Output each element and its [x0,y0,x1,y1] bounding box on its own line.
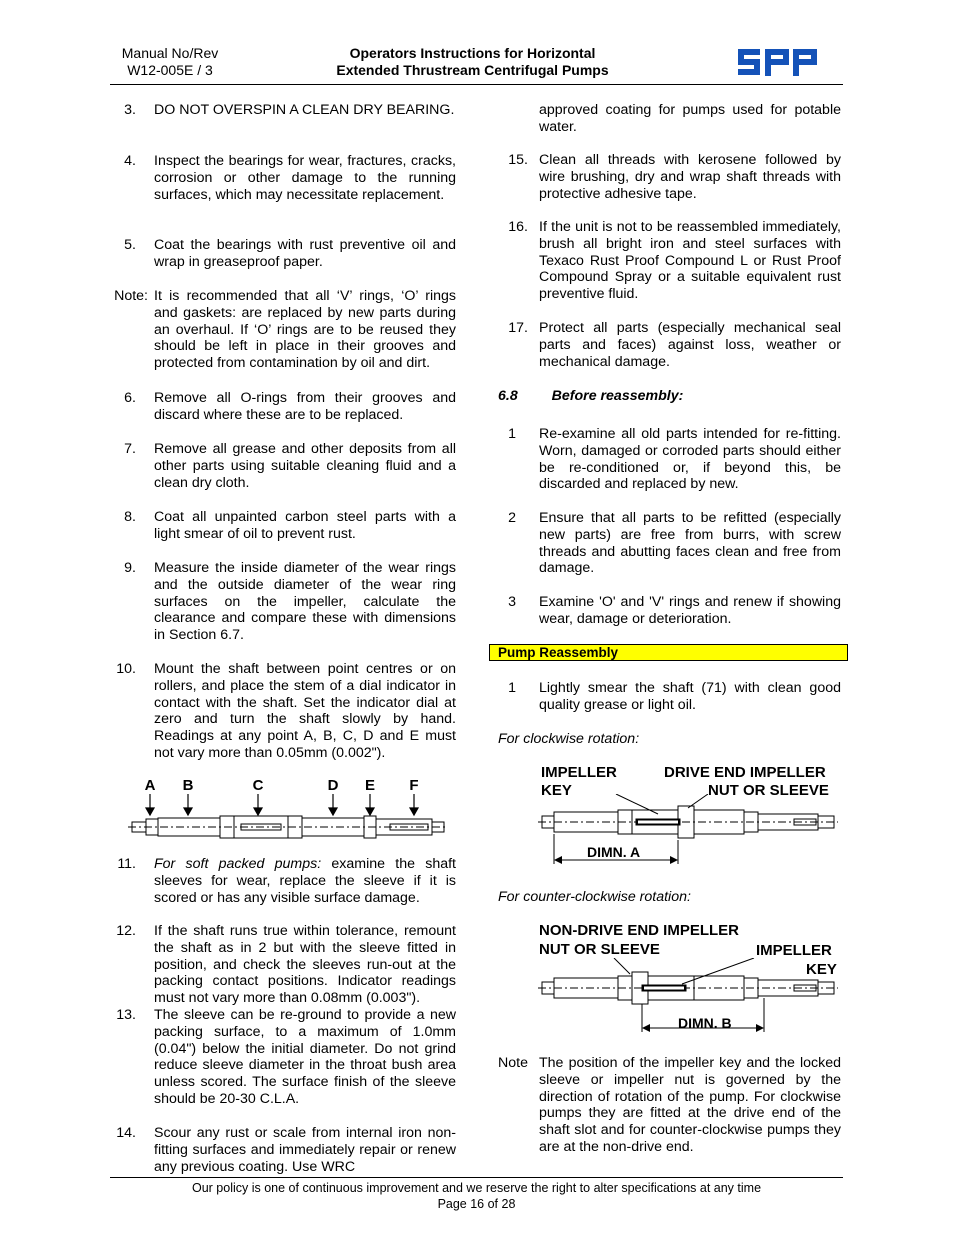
cw-impeller-label: IMPELLER [541,764,617,781]
spp-logo [736,46,818,84]
clockwise-caption: For clockwise rotation: [498,731,640,747]
point-label-a: A [144,777,156,794]
point-label-e: E [364,777,376,794]
dimension-a-label: DIMN. A [587,844,641,860]
title-line-1: Operators Instructions for Horizontal [349,45,596,61]
section-title: Before reassembly: [551,388,684,404]
title-line-2: Extended Thrustream Centrifugal Pumps [336,62,609,78]
footer-rule [110,1177,843,1178]
section-6-8-heading [498,388,683,405]
continued-text: approved coating for pumps used for potable water. [539,102,841,135]
dimension-b-label: DIMN. B [678,1015,732,1031]
ccw-key-label: KEY [806,961,837,978]
manual-line-2: W12-005E / 3 [127,62,213,78]
pump-reassembly-heading: Pump Reassembly [489,644,848,661]
document-title [300,45,645,79]
ccw-impeller-label: IMPELLER [756,942,832,959]
header-rule [110,84,843,85]
point-label-c: C [252,777,264,794]
point-label-b: B [182,777,194,794]
point-label-f: F [409,777,419,794]
shaft-runout-diagram [128,774,450,845]
soft-packed-label: For soft packed pumps: [154,856,322,872]
counter-clockwise-caption: For counter-clockwise rotation: [498,889,691,905]
page-footer [110,1180,843,1212]
cw-key-label: KEY [541,782,572,799]
ccw-non-drive-label-1: NON-DRIVE END IMPELLER [539,922,740,939]
cw-drive-end-label-1: DRIVE END IMPELLER [664,764,826,781]
page-number: Page 16 of 28 [437,1197,516,1211]
clockwise-shaft-diagram [538,794,842,873]
point-label-d: D [327,777,339,794]
section-number: 6.8 [498,388,518,404]
ccw-non-drive-label-2: NUT OR SLEEVE [539,941,660,958]
cw-drive-end-label-2: NUT OR SLEEVE [708,782,829,799]
policy-statement: Our policy is one of continuous improvement and we reserve the right to alter specifications at any time [191,1181,762,1195]
manual-line-1: Manual No/Rev [121,45,219,61]
manual-number [110,45,230,79]
